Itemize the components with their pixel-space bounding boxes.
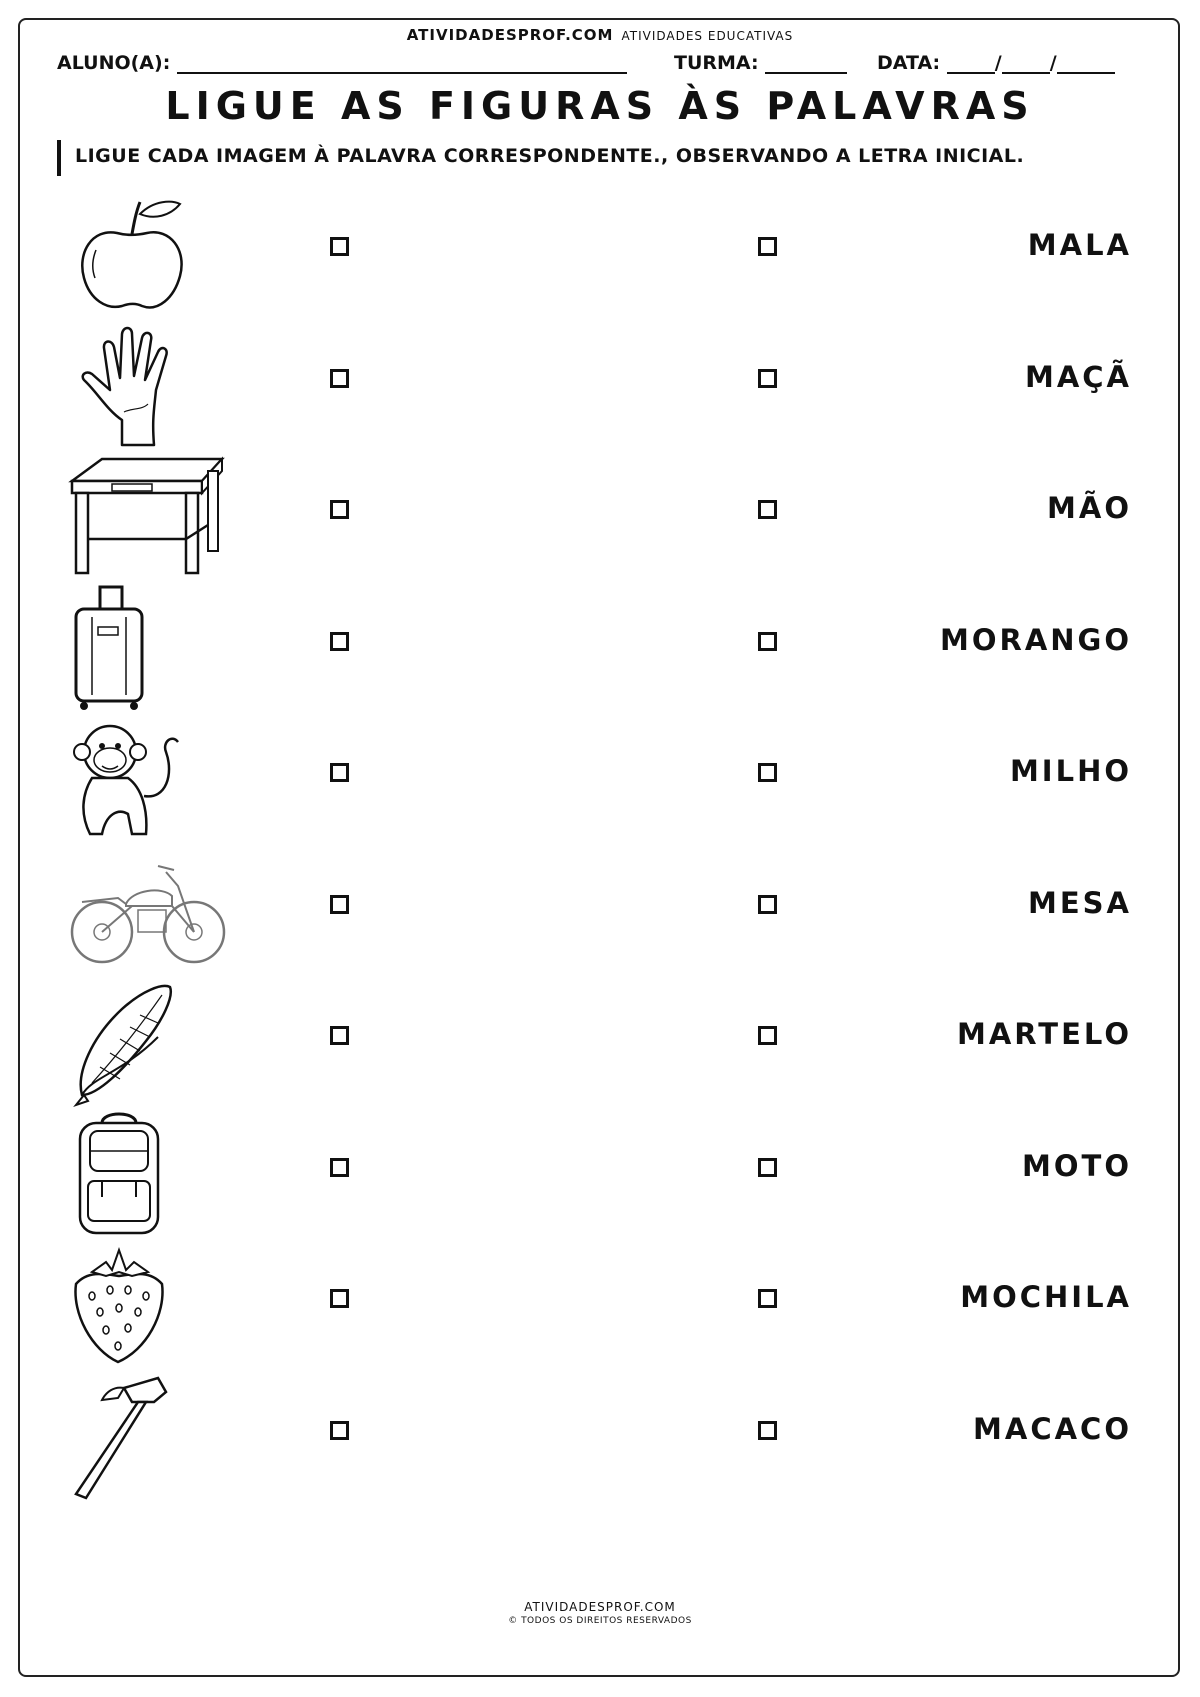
matching-row [0, 969, 1200, 1109]
image-connector-box[interactable] [330, 1026, 349, 1045]
date-separator: / [1049, 52, 1057, 74]
matching-row [0, 1364, 1200, 1504]
match-word: MILHO [1009, 754, 1132, 788]
word-connector-box[interactable] [758, 1421, 777, 1440]
footer [0, 1600, 1200, 1626]
word-connector-box[interactable] [758, 369, 777, 388]
image-connector-box[interactable] [330, 1289, 349, 1308]
matching-row [0, 312, 1200, 452]
instruction-text: LIGUE CADA IMAGEM À PALAVRA CORRESPONDENTE., OBSERVANDO A LETRA INICIAL. [57, 140, 1024, 176]
match-word: MORANGO [939, 623, 1132, 657]
backpack-icon [62, 1109, 232, 1239]
match-word: MÃO [1047, 491, 1132, 525]
page-title: LIGUE AS FIGURAS ÀS PALAVRAS [165, 84, 1035, 128]
word-connector-box[interactable] [758, 895, 777, 914]
site-header [0, 26, 1200, 44]
monkey-icon [62, 714, 232, 844]
class-line[interactable] [765, 54, 847, 74]
match-word: MESA [1028, 886, 1132, 920]
strawberry-icon [62, 1240, 232, 1370]
image-connector-box[interactable] [330, 1158, 349, 1177]
footer-site: ATIVIDADESPROF.COM [524, 1600, 676, 1614]
motorcycle-icon [62, 846, 232, 976]
word-connector-box[interactable] [758, 237, 777, 256]
image-connector-box[interactable] [330, 1421, 349, 1440]
image-connector-box[interactable] [330, 500, 349, 519]
word-connector-box[interactable] [758, 1289, 777, 1308]
matching-row [0, 706, 1200, 846]
hand-icon [62, 320, 232, 450]
matching-row [0, 180, 1200, 320]
date-year-line[interactable] [1057, 54, 1115, 74]
suitcase-icon [62, 583, 232, 713]
match-word: MOTO [1022, 1149, 1132, 1183]
word-connector-box[interactable] [758, 500, 777, 519]
image-connector-box[interactable] [330, 895, 349, 914]
student-label: ALUNO(A): [57, 52, 171, 74]
date-field[interactable] [877, 52, 1115, 74]
date-month-line[interactable] [1002, 54, 1050, 74]
table-icon [62, 451, 232, 581]
image-connector-box[interactable] [330, 632, 349, 651]
hammer-icon [62, 1372, 232, 1502]
word-connector-box[interactable] [758, 763, 777, 782]
class-label: TURMA: [674, 52, 759, 74]
word-connector-box[interactable] [758, 632, 777, 651]
date-day-line[interactable] [947, 54, 995, 74]
match-word: MARTELO [956, 1017, 1132, 1051]
footer-rights: © TODOS OS DIREITOS RESERVADOS [508, 1616, 692, 1626]
word-connector-box[interactable] [758, 1158, 777, 1177]
matching-row [0, 1232, 1200, 1372]
site-subtitle: ATIVIDADES EDUCATIVAS [621, 29, 794, 43]
date-separator: / [994, 52, 1002, 74]
match-word: MOCHILA [960, 1280, 1132, 1314]
match-word: MAÇÃ [1024, 360, 1132, 394]
image-connector-box[interactable] [330, 237, 349, 256]
match-word: MACACO [973, 1412, 1132, 1446]
corn-icon [62, 977, 232, 1107]
matching-row [0, 838, 1200, 978]
class-field[interactable] [674, 52, 847, 74]
date-label: DATA: [877, 52, 941, 74]
matching-row [0, 443, 1200, 583]
student-info-fields [57, 52, 1143, 78]
matching-row [0, 575, 1200, 715]
match-word: MALA [1027, 228, 1132, 262]
apple-icon [62, 188, 232, 318]
matching-row [0, 1101, 1200, 1241]
site-name: ATIVIDADESPROF.COM [406, 26, 614, 44]
image-connector-box[interactable] [330, 763, 349, 782]
image-connector-box[interactable] [330, 369, 349, 388]
word-connector-box[interactable] [758, 1026, 777, 1045]
student-name-line[interactable] [177, 54, 627, 74]
student-name-field[interactable] [57, 52, 627, 74]
